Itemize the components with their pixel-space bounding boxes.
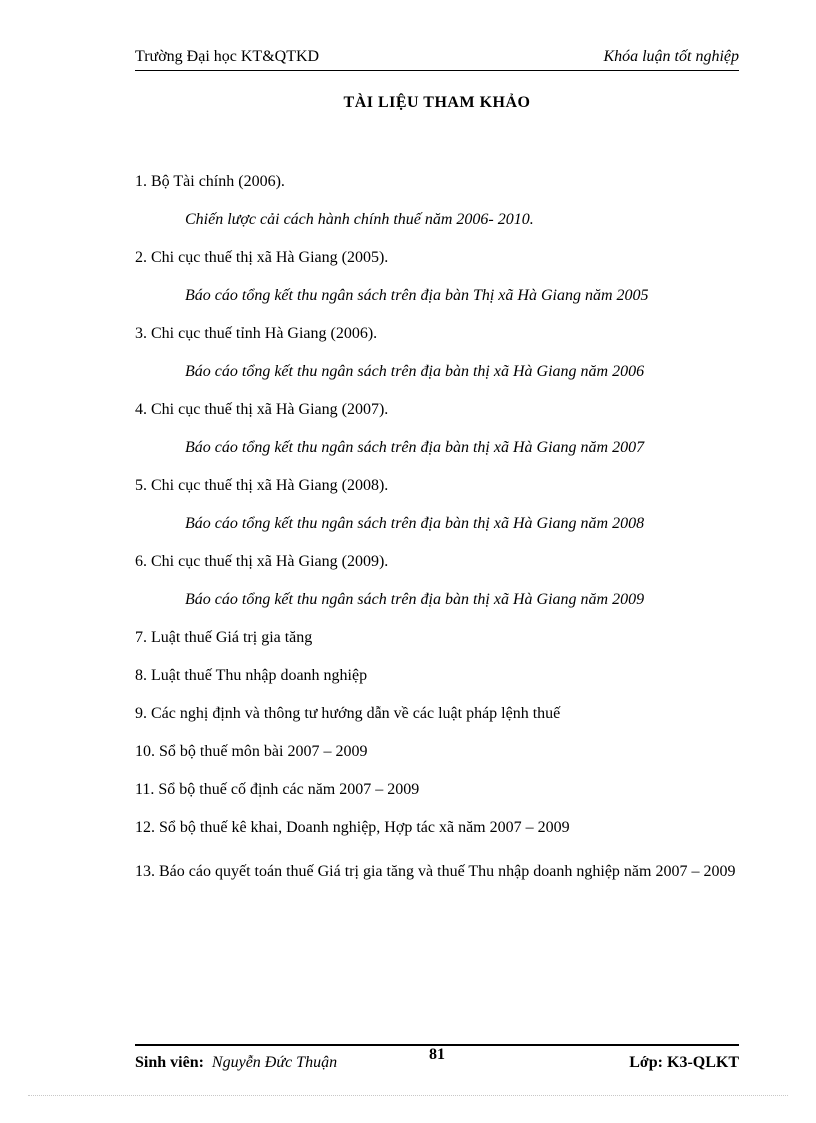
reference-item: 6. Chi cục thuế thị xã Hà Giang (2009). — [135, 553, 389, 570]
reference-subtitle: Báo cáo tổng kết thu ngân sách trên địa bàn thị xã Hà Giang năm 2009 — [185, 591, 645, 608]
reference-item: 12. Sổ bộ thuế kê khai, Doanh nghiệp, Hợp tác xã năm 2007 – 2009 — [135, 819, 570, 836]
page-title: TÀI LIỆU THAM KHẢO — [343, 94, 531, 111]
reference-item: 10. Sổ bộ thuế môn bài 2007 – 2009 — [135, 743, 368, 760]
student-label: Sinh viên: — [135, 1054, 204, 1071]
page-number: 81 — [429, 1046, 445, 1063]
reference-item: 11. Sổ bộ thuế cố định các năm 2007 – 2009 — [135, 781, 420, 798]
reference-subtitle: Chiến lược cải cách hành chính thuế năm 2006- 2010. — [185, 211, 534, 228]
reference-subtitle: Báo cáo tổng kết thu ngân sách trên địa bàn thị xã Hà Giang năm 2008 — [185, 515, 645, 532]
reference-list — [135, 172, 737, 894]
footer-class: Lớp: K3-QLKT — [629, 1054, 739, 1071]
reference-item: 8. Luật thuế Thu nhập doanh nghiệp — [135, 667, 368, 684]
reference-item: 2. Chi cục thuế thị xã Hà Giang (2005). — [135, 249, 389, 266]
reference-item: 9. Các nghị định và thông tư hướng dẫn về các luật pháp lệnh thuế — [135, 705, 561, 722]
reference-subtitle: Báo cáo tổng kết thu ngân sách trên địa bàn thị xã Hà Giang năm 2006 — [185, 363, 645, 380]
reference-item: 4. Chi cục thuế thị xã Hà Giang (2007). — [135, 401, 389, 418]
student-name: Nguyễn Đức Thuận — [211, 1054, 338, 1071]
page-header — [135, 48, 739, 71]
reference-item: 13. Báo cáo quyết toán thuế Giá trị gia tăng và thuế Thu nhập doanh nghiệp năm 2007 – 2009 — [135, 863, 736, 880]
header-doc-type: Khóa luận tốt nghiệp — [603, 48, 739, 65]
reference-item: 7. Luật thuế Giá trị gia tăng — [135, 629, 313, 646]
reference-subtitle: Báo cáo tổng kết thu ngân sách trên địa bàn thị xã Hà Giang năm 2007 — [185, 439, 645, 456]
reference-item: 1. Bộ Tài chính (2006). — [135, 173, 285, 190]
reference-item: 5. Chi cục thuế thị xã Hà Giang (2008). — [135, 477, 389, 494]
reference-subtitle: Báo cáo tổng kết thu ngân sách trên địa bàn Thị xã Hà Giang năm 2005 — [185, 287, 649, 304]
header-school: Trường Đại học KT&QTKD — [135, 48, 320, 65]
reference-item: 3. Chi cục thuế tỉnh Hà Giang (2006). — [135, 325, 378, 342]
page-bottom-border — [28, 1095, 788, 1096]
